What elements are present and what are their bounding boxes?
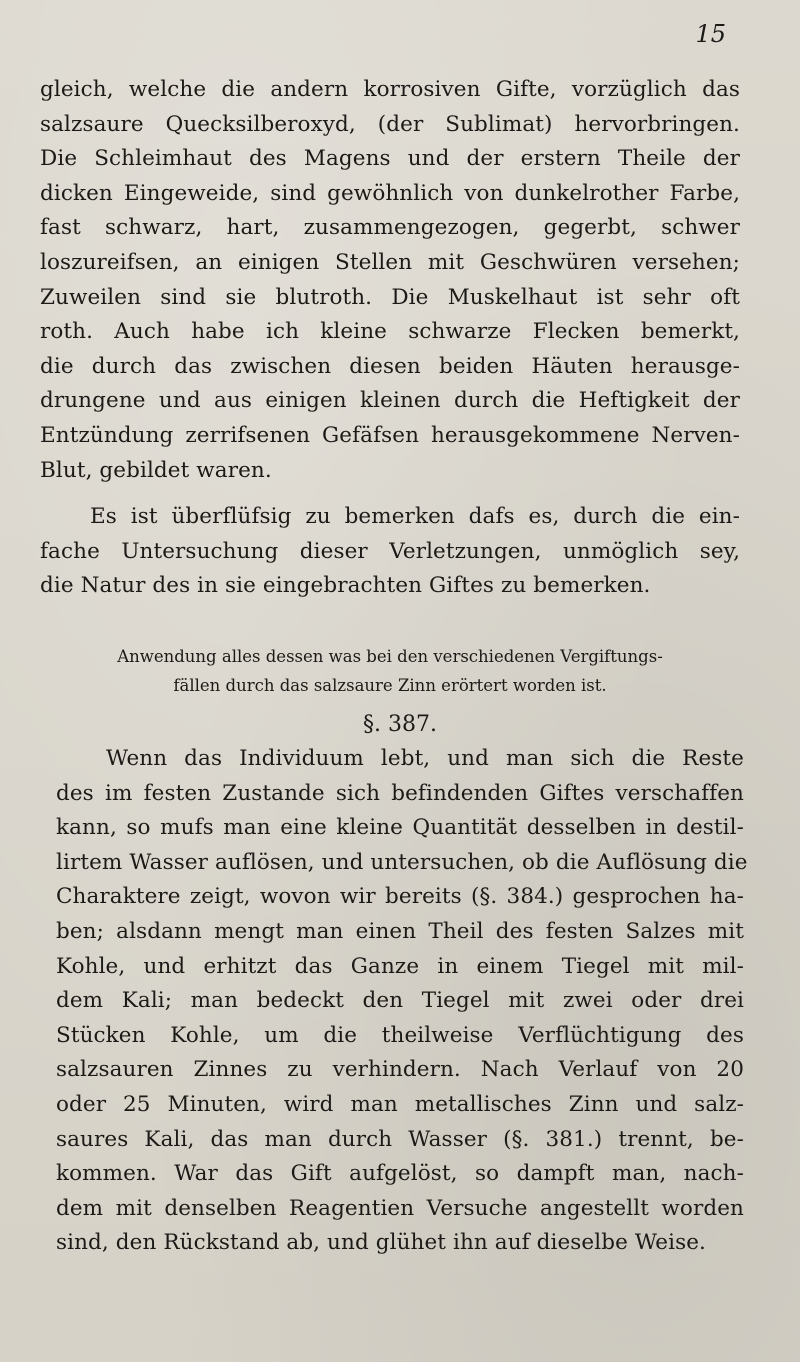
text-line: roth. Auch habe ich kleine schwarze Flecken bemerkt, — [40, 319, 740, 345]
text-line: fast schwarz, hart, zusammengezogen, gegerbt, schwer — [40, 215, 740, 241]
text-line: loszureifsen, an einigen Stellen mit Geschwüren versehen; — [40, 249, 740, 275]
page-number: 15 — [695, 20, 726, 48]
text-line: Stücken Kohle, um die theilweise Verflüchtigung des — [56, 1022, 744, 1048]
text-line: Blut, gebildet waren. — [40, 457, 272, 483]
section-heading — [50, 642, 730, 700]
paragraph-3 — [56, 742, 748, 1261]
text-line: dem Kali; man bedeckt den Tiegel mit zwei oder drei — [56, 988, 744, 1014]
text-line: drungene und aus einigen kleinen durch die Heftigkeit der — [40, 388, 740, 414]
paragraph-1 — [40, 73, 740, 488]
text-line: gleich, welche die andern korrosiven Gifte, vorzüglich das — [40, 77, 740, 102]
text-line: Wenn das Individuum lebt, und man sich die Reste — [106, 746, 744, 771]
text-line: Charaktere zeigt, wovon wir bereits (§. 384.) gesprochen ha- — [56, 884, 744, 910]
text-line: ben; alsdann mengt man einen Theil des festen Salzes mit — [56, 918, 744, 944]
text-line: oder 25 Minuten, wird man metallisches Zinn und salz- — [56, 1091, 744, 1117]
text-line: saures Kali, das man durch Wasser (§. 381.) trennt, be- — [56, 1126, 744, 1152]
text-line: kommen. War das Gift aufgelöst, so dampft man, nach- — [56, 1161, 744, 1187]
text-line: dem mit denselben Reagentien Versuche angestellt worden — [56, 1195, 744, 1221]
text-line: Zuweilen sind sie blutroth. Die Muskelhaut ist sehr oft — [40, 284, 740, 310]
text-line: die durch das zwischen diesen beiden Häuten herausge- — [40, 353, 740, 379]
text-line: kann, so mufs man eine kleine Quantität desselben in destil- — [56, 815, 744, 841]
text-line: salzsauren Zinnes zu verhindern. Nach Verlauf von 20 — [56, 1057, 744, 1083]
heading-line: Anwendung alles dessen was bei den verschiedenen Vergiftungs- — [117, 647, 663, 666]
paragraph-2 — [40, 500, 740, 604]
text-line: Es ist überflüfsig zu bemerken dafs es, durch die ein- — [90, 504, 740, 529]
section-number: §. 387. — [363, 712, 437, 737]
text-line: Die Schleimhaut des Magens und der erstern Theile der — [40, 146, 740, 172]
text-line: die Natur des in sie eingebrachten Giftes zu bemerken. — [40, 573, 651, 599]
text-line: dicken Eingeweide, sind gewöhnlich von dunkelrother Farbe, — [40, 180, 740, 206]
text-line: Kohle, und erhitzt das Ganze in einem Tiegel mit mil- — [56, 953, 744, 979]
text-line: salzsaure Quecksilberoxyd, (der Sublimat) hervorbringen. — [40, 111, 740, 137]
heading-line: fällen durch das salzsaure Zinn erörtert worden ist. — [173, 676, 607, 695]
text-line: des im festen Zustande sich befindenden Giftes verschaffen — [56, 780, 744, 806]
text-line: Entzündung zerrifsenen Gefäfsen herausgekommene Nerven- — [40, 422, 740, 448]
text-line: fache Untersuchung dieser Verletzungen, unmöglich sey, — [40, 538, 740, 564]
text-line: lirtem Wasser auflösen, und untersuchen, ob die Auflösung die — [56, 849, 748, 875]
text-line: sind, den Rückstand ab, und glühet ihn auf dieselbe Weise. — [56, 1230, 706, 1256]
